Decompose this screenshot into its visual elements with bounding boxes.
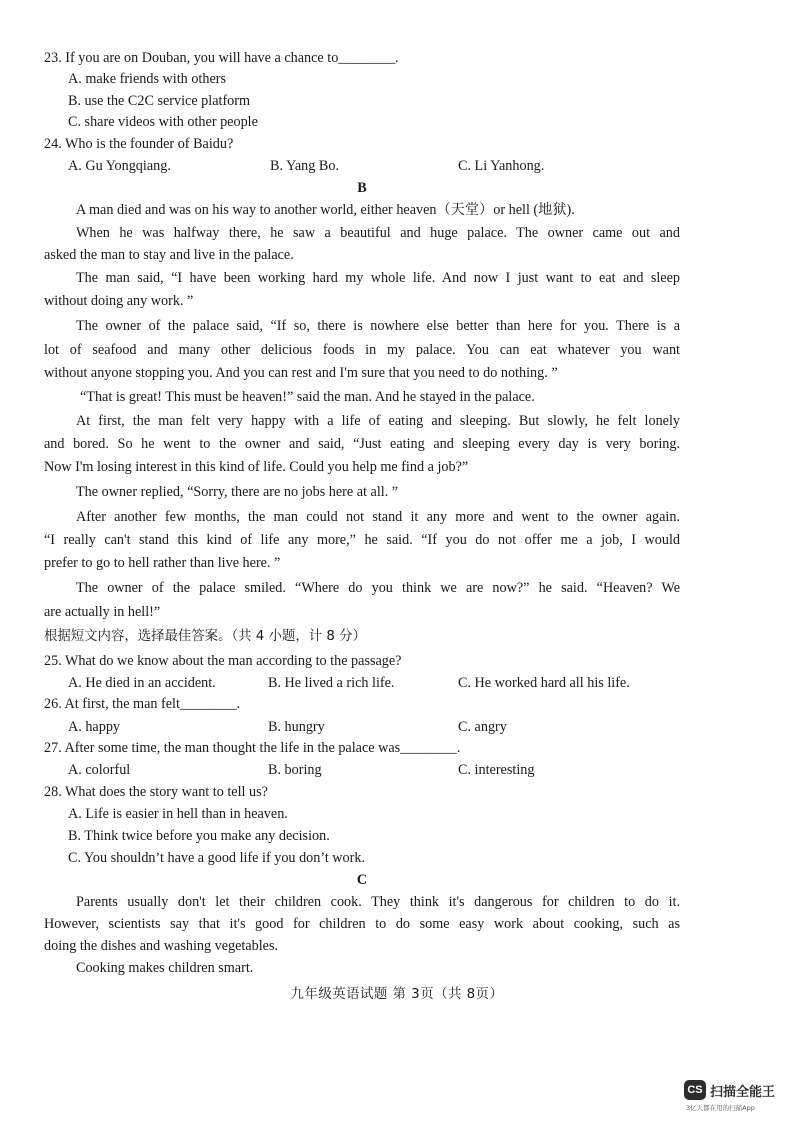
question-23-option-a: A. make friends with others xyxy=(68,71,226,87)
question-23-stem: 23. If you are on Douban, you will have a chance to________. xyxy=(44,50,399,66)
question-25-option-b: B. He lived a rich life. xyxy=(268,675,395,691)
passage-b-p4-l1: The owner of the palace said, “If so, there is nowhere else better than here for you. There is a xyxy=(76,318,680,334)
passage-c-p1-l3: doing the dishes and washing vegetables. xyxy=(44,938,279,954)
question-25-option-a: A. He died in an accident. xyxy=(68,675,216,691)
scanner-logo-name: 扫描全能王 xyxy=(710,1085,776,1100)
passage-b-p9-l2: are actually in hell!” xyxy=(44,604,161,620)
passage-b-p6-l3: Now I'm losing interest in this kind of life. Could you help me find a job?” xyxy=(44,459,469,475)
scanner-logo-tagline: 3亿人都在用的扫描App xyxy=(686,1104,755,1112)
section-c-heading: C xyxy=(356,872,368,888)
passage-b-p8-l3: prefer to go to hell rather than live here. ” xyxy=(44,555,281,571)
question-24-option-a: A. Gu Yongqiang. xyxy=(68,158,171,174)
passage-b-p5: “That is great! This must be heaven!” said the man. And he stayed in the palace. xyxy=(80,389,535,405)
question-23-option-c: C. share videos with other people xyxy=(68,114,258,130)
passage-b-p2-l1: When he was halfway there, he saw a beautiful and huge palace. The owner came out and xyxy=(76,225,680,241)
passage-b-p3-l1: The man said, “I have been working hard my whole life. And now I just want to eat and sleep xyxy=(76,270,680,286)
question-26-option-a: A. happy xyxy=(68,719,121,735)
scanner-logo xyxy=(684,1080,784,1114)
section-b-heading: B xyxy=(357,180,367,196)
passage-b-p6-l2: and bored. So he went to the owner and said, “Just eating and sleeping every day is very boring. xyxy=(44,436,680,452)
question-27-stem: 27. After some time, the man thought the life in the palace was________. xyxy=(44,740,461,756)
question-24-stem: 24. Who is the founder of Baidu? xyxy=(44,136,234,152)
question-26-option-c: C. angry xyxy=(458,719,507,735)
passage-b-p2-l2: asked the man to stay and live in the palace. xyxy=(44,247,294,263)
scanner-logo-icon: CS xyxy=(684,1080,706,1100)
question-23-option-b: B. use the C2C service platform xyxy=(68,93,251,109)
passage-c-p2: Cooking makes children smart. xyxy=(76,960,254,976)
question-26-stem: 26. At first, the man felt________. xyxy=(44,696,241,712)
question-26-option-b: B. hungry xyxy=(268,719,325,735)
question-25-option-c: C. He worked hard all his life. xyxy=(458,675,630,691)
passage-b-p8-l1: After another few months, the man could not stand it any more and went to the owner again. xyxy=(76,509,680,525)
question-28-option-c: C. You shouldn’t have a good life if you don’t work. xyxy=(68,850,366,866)
question-28-option-b: B. Think twice before you make any decision. xyxy=(68,828,330,844)
question-27-option-a: A. colorful xyxy=(68,762,131,778)
question-28-stem: 28. What does the story want to tell us? xyxy=(44,784,268,800)
passage-b-p3-l2: without doing any work. ” xyxy=(44,293,194,309)
question-24-option-b: B. Yang Bo. xyxy=(270,158,339,174)
passage-b-p7: The owner replied, “Sorry, there are no jobs here at all. ” xyxy=(76,484,399,500)
question-25-stem: 25. What do we know about the man according to the passage? xyxy=(44,653,402,669)
question-28-option-a: A. Life is easier in hell than in heaven. xyxy=(68,806,288,822)
passage-b-p4-l2: lot of seafood and many other delicious foods in my palace. You can eat whatever you want xyxy=(44,342,680,358)
passage-b-p8-l2: “I really can't stand this kind of life any more,” he said. “If you do not offer me a job, I would xyxy=(44,532,680,548)
passage-b-p1: A man died and was on his way to another world, either heaven（天堂）or hell (地狱). xyxy=(76,202,575,218)
passage-b-p9-l1: The owner of the palace smiled. “Where do you think we are now?” he said. “Heaven? We xyxy=(76,580,680,596)
page-footer: 九年级英语试题 第 3页（共 8页） xyxy=(290,987,504,1002)
passage-b-p4-l3: without anyone stopping you. And you can rest and I'm sure that you need to do nothing. ” xyxy=(44,365,558,381)
question-27-option-c: C. interesting xyxy=(458,762,535,778)
question-27-option-b: B. boring xyxy=(268,762,322,778)
passage-b-p6-l1: At first, the man felt very happy with a life of eating and sleeping. But slowly, he felt lonely xyxy=(76,413,680,429)
question-24-option-c: C. Li Yanhong. xyxy=(458,158,545,174)
passage-b-instructions: 根据短文内容，选择最佳答案。（共 4 小题，计 8 分） xyxy=(44,629,366,644)
passage-c-p1-l1: Parents usually don't let their children cook. They think it's dangerous for children to do it. xyxy=(76,894,680,910)
passage-c-p1-l2: However, scientists say that it's good for children to do some easy work about cooking, such as xyxy=(44,916,680,932)
